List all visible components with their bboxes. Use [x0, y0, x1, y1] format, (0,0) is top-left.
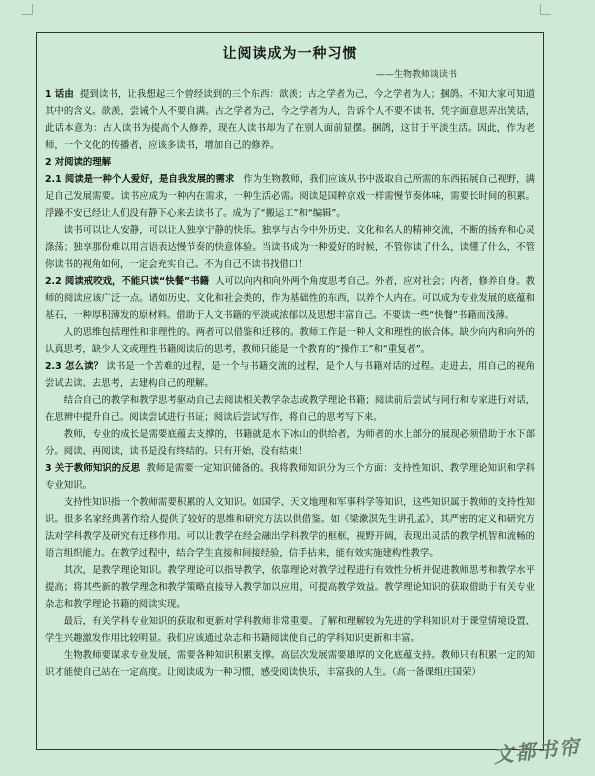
paragraph-14: 生物教师要谋求专业发展，需要各种知识积累支撑。高层次发展需要雄厚的文化底蕴支持。教师只有积累一定的知识才能使自己站在一定高度。让阅读成为一种习惯，感受阅读快乐，丰富我的人生。（高一备课组庄国荣）: [45, 650, 535, 678]
paragraph-1: 1 话由 提到读书，让我想起三个曾经读到的三个东西：歆羡；古之学者为己，今之学者为人；捆鸽。不知大家可知道其中的含义。歆羡，尝诫个人不要自满。古之学者为己，今之学者为人，告诉个人不要不读书，凭字面意思弄出笑话，此话本意为：古人读书为提高个人修养，现在人读书却为了在别人面前显摆。捆鸽，这甘于平淡生活。因此，作为老师，一个文化的传播者，应该多读书，增加自己的修养。: [45, 89, 535, 151]
paragraph-11: 支持性知识指一个教师需要积累的人文知识。如国学、天文地理和军事科学等知识，这些知识属于教师的支持性知识。很多名家经典著作给人提供了较好的思维和研究方法以供借鉴。如《梁漱溟先生讲孔孟》，其严密的定义和研究方法对学科教学及研究有迁移作用。可以让教学在经会融出学科教学的框框，视野开阔，表现出灵活的教学机智和流畅的语言组织能力。在教学过程中，结合学生直接和间接经验，信手拈来，能有效实施建构性教学。: [45, 497, 535, 559]
paragraph-10: 3 关于教师知识的反思 教师是需要一定知识储备的。我将教师知识分为三个方面：支持性知识、教学理论知识和学科专业知识。: [45, 463, 535, 491]
crop-marks: [0, 0, 595, 20]
page-title: 让阅读成为一种习惯: [222, 46, 358, 62]
section-head: 2 对阅读的理解: [45, 157, 112, 168]
watermark-signature: 文都书帘: [492, 734, 583, 768]
crop-mark-right: [540, 4, 551, 15]
paragraph-2: [45, 154, 535, 171]
section-head: 3 关于教师知识的反思: [45, 463, 141, 474]
section-head: 2.3 怎么读？: [45, 361, 104, 372]
section-head: 2.2 阅读戒咬戏，不能只读“快餐”书籍: [45, 276, 210, 287]
paragraph-7: 2.3 怎么读？ 读书是一个苦难的过程，是一个与书籍交流的过程，是个人与书籍对话的过程。走进去，用自己的视角尝试去读、去思考，去建构自己的理解。: [45, 361, 535, 389]
paragraph-12: 其次，是教学理论知识。教学理论可以指导教学，依靠理论对教学过程进行有效性分析并促进教师思考和教学水平提高；将其些新的教学理念和教学策略直接导入教学加以应用，可提高教学效益。教学理论知识的获取借助于有关专业杂志和教学理论书籍的阅读实现。: [45, 565, 535, 610]
section-head: 2.1 阅读是一种个人爱好，是自我发展的需求: [45, 174, 235, 185]
paragraph-6: 人的思维包括理性和非理性的。两者可以借鉴和迁移的。教师工作是一种人文和理性的嵌合体。缺少向内和向外的认真思考，缺少人文或理性书籍阅读后的思考，教师只能是一个教育的“操作工”和“重复者”。: [45, 327, 535, 355]
paragraph-13: 最后，有关学科专业知识的获取和更新对学科教师非常重要。了解和理解较为先进的学科知识对于课堂情境设置、学生兴趣激发作用比较明显。我们应该通过杂志和书籍阅读使自己的学科知识更新和丰富。: [45, 616, 535, 644]
crop-mark-left: [22, 4, 33, 15]
byline: ——生物教师谈读书: [375, 70, 457, 80]
paragraph-3: 2.1 阅读是一种个人爱好，是自我发展的需求 作为生物教师，我们应该从书中汲取自己所需的东西拓展自己视野，满足自己发展需要。读书应成为一种内在需求，一种生活必需。阅读是国粹京戏一样需慢节奏体味，需要长时间的积累。浮躁不安已经让人们没有静下心来去读书了。成为了“搬运工”和“编辑”。: [45, 174, 535, 219]
paragraph-5: 2.2 阅读戒咬戏，不能只读“快餐”书籍 人可以向内和向外两个角度思考自己。外者，应对社会；内者，修养自身。教师的阅读应该广泛一点。诸如历史、文化和社会类的，作为基础性的东西，以养个人内在。可以成为专业发展的底蕴和基石，一种厚积薄发的原材料。借助于人文书籍的平淡或浓郁以及思想丰富自己。不要读一些“快餐”书籍而浅薄。: [45, 276, 535, 321]
document-page: [36, 32, 544, 750]
paragraph-8: 结合自己的教学和教学思考驱动自己去阅读相关教学杂志或教学理论书籍；阅读前后尝试与同行和专家进行对话，在思辨中提升自己。阅读尝试进行书证；阅读后尝试写作，将自己的思考写下来。: [45, 395, 535, 423]
paragraph-4: 读书可以让人安静，可以让人独享宁静的快乐。独享与古今中外历史、文化和名人的精神交流，不断的扬弃和心灵涤荡；独享那份难以用言语表达慢节奏的快意体验。当读书成为一种爱好的时候，不管你读了什么，读懂了什么，不管你读书的视角如何，一定会充实自己。不为自己不读书找借口！: [45, 225, 535, 270]
section-head: 1 话由: [45, 89, 74, 100]
paragraph-9: 教师，专业的成长是需要底蕴去支撑的，书籍就是水下冰山的供给者，为师者的水上部分的展现必须借助于水下部分。阅读、再阅读，读书是没有终结的。只有开始，没有结束！: [45, 429, 535, 457]
